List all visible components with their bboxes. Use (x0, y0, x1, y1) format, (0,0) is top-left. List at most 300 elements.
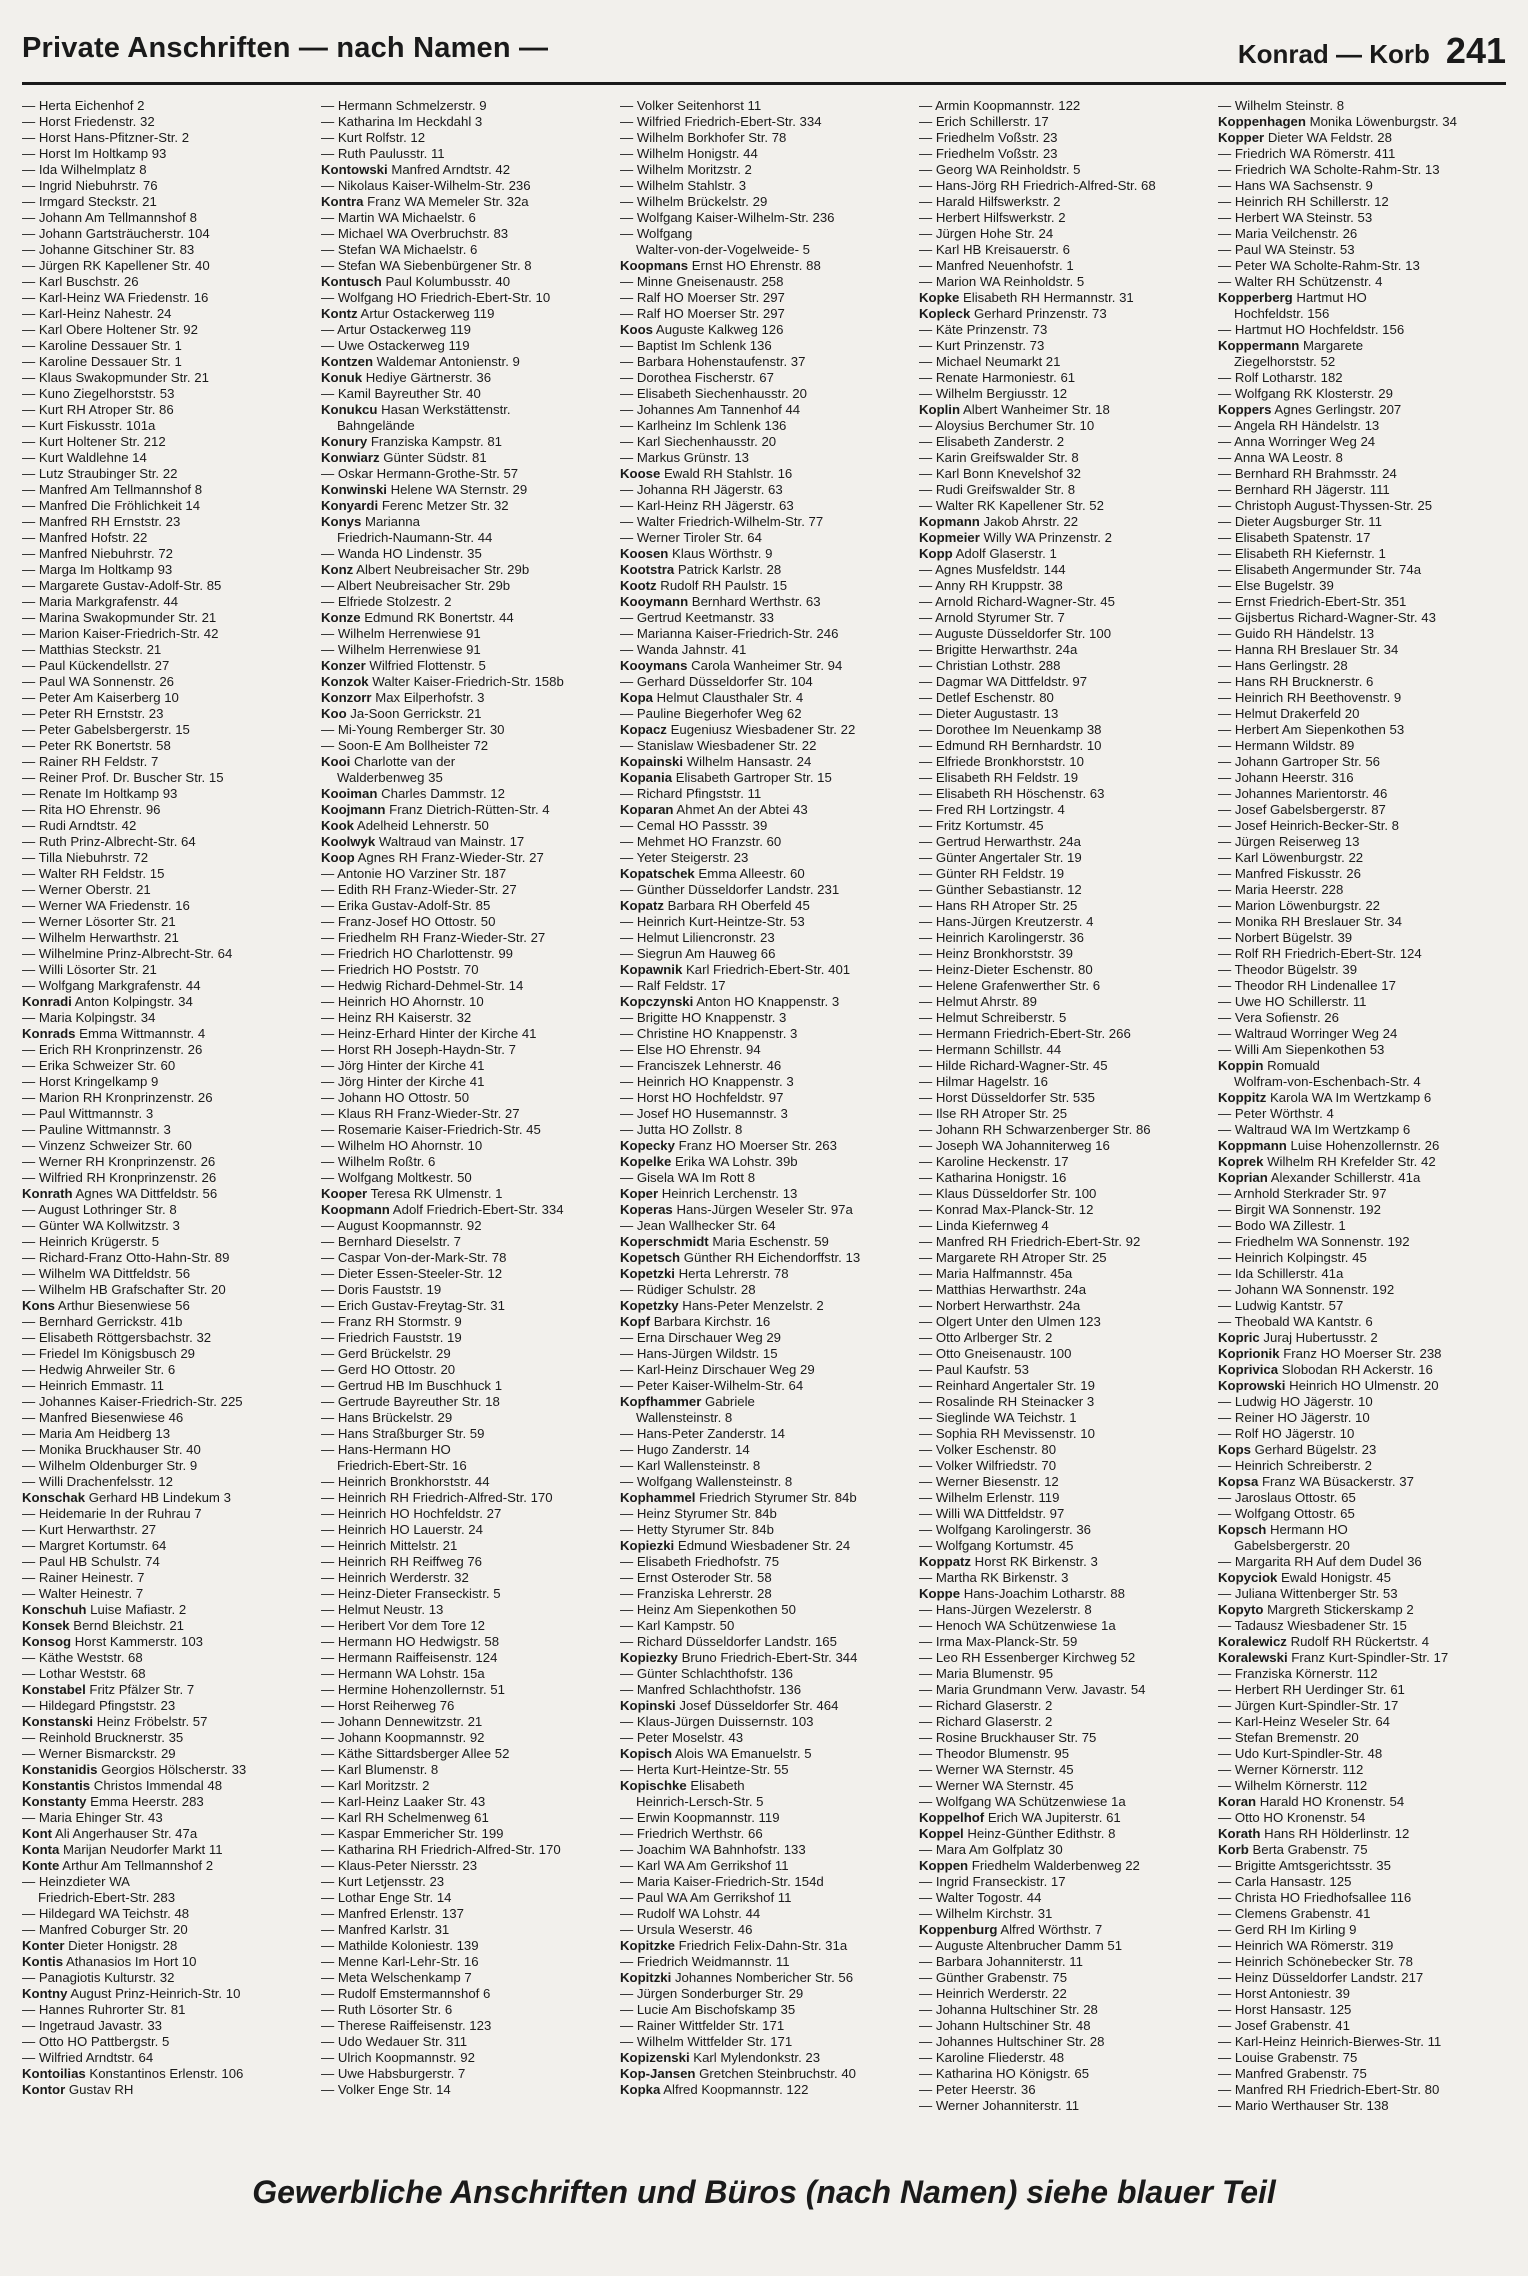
directory-entry: — Kurt Herwarthstr. 27 (22, 1522, 157, 1537)
directory-entry: — Heidemarie In der Ruhrau 7 (22, 1506, 202, 1521)
directory-entry: — Renate Im Holtkamp 93 (22, 786, 178, 801)
directory-entry: — Gerd RH Im Kirling 9 (1218, 1922, 1357, 1937)
directory-entry: — Kurt Prinzenstr. 73 (919, 338, 1045, 353)
directory-entry: — Waltraud Worringer Weg 24 (1218, 1026, 1398, 1041)
directory-entry: — Manfred Fiskusstr. 26 (1218, 866, 1361, 881)
directory-entry: — Christian Lothstr. 288 (919, 658, 1061, 673)
directory-entry: — Käthe Sittardsberger Allee 52 (321, 1746, 510, 1761)
directory-entry: — Reiner HO Jägerstr. 10 (1218, 1410, 1370, 1425)
directory-entry: — Dagmar WA Dittfeldstr. 97 (919, 674, 1088, 689)
directory-entry: — Uwe Ostackerweg 119 (321, 338, 470, 353)
directory-entry: — Werner WA Sternstr. 45 (919, 1762, 1074, 1777)
directory-entry: Kontowski Manfred Arndtstr. 42 (321, 162, 511, 177)
directory-entry: — Ingrid Franseckistr. 17 (919, 1874, 1066, 1889)
directory-entry: — Maria Ehinger Str. 43 (22, 1810, 163, 1825)
directory-entry: Ziegelhorststr. 52 (1234, 354, 1336, 369)
directory-entry: — Friedrich Fauststr. 19 (321, 1330, 462, 1345)
directory-entry: — Marion RH Kronprinzenstr. 26 (22, 1090, 213, 1105)
directory-entry: Kopetzky Hans-Peter Menzelstr. 2 (620, 1298, 824, 1313)
directory-entry: — Ralf HO Moerser Str. 297 (620, 306, 785, 321)
directory-entry: — Günter WA Kollwitzstr. 3 (22, 1218, 180, 1233)
directory-entry: — Maria Markgrafenstr. 44 (22, 594, 179, 609)
directory-entry: — Wilhelm Körnerstr. 112 (1218, 1778, 1368, 1793)
directory-entry: — Antonie HO Varziner Str. 187 (321, 866, 507, 881)
directory-entry: — Werner WA Friedenstr. 16 (22, 898, 190, 913)
directory-entry: Konze Edmund RK Bonertstr. 44 (321, 610, 514, 625)
directory-entry: — Meta Welschenkamp 7 (321, 1970, 472, 1985)
directory-entry: Kontny August Prinz-Heinrich-Str. 10 (22, 1986, 241, 2001)
column-3 (620, 98, 910, 2153)
directory-entry: — Heinz-Erhard Hinter der Kirche 41 (321, 1026, 537, 1041)
directory-entry: Korb Berta Grabenstr. 75 (1218, 1842, 1368, 1857)
directory-entry: — Christa HO Friedhofsallee 116 (1218, 1890, 1412, 1905)
directory-entry: — Heinrich HO Lauerstr. 24 (321, 1522, 483, 1537)
directory-entry: — Wilfried Arndtstr. 64 (22, 2050, 154, 2065)
directory-entry: — Martha RK Birkenstr. 3 (919, 1570, 1069, 1585)
directory-entry: — Manfred Die Fröhlichkeit 14 (22, 498, 201, 513)
directory-entry: — Reinhard Angertaler Str. 19 (919, 1378, 1095, 1393)
directory-entry: — Maria Blumenstr. 95 (919, 1666, 1054, 1681)
directory-entry: — Tadausz Wiesbadener Str. 15 (1218, 1618, 1407, 1633)
directory-entry: — Maria Veilchenstr. 26 (1218, 226, 1358, 241)
directory-entry: — Ida Schillerstr. 41a (1218, 1266, 1344, 1281)
directory-entry: — Bernhard Dieselstr. 7 (321, 1234, 461, 1249)
directory-entry: Konury Franziska Kampstr. 81 (321, 434, 503, 449)
directory-entry: — Franziska Körnerstr. 112 (1218, 1666, 1378, 1681)
directory-entry: Koppitz Karola WA Im Wertzkamp 6 (1218, 1090, 1432, 1105)
directory-entry: — Otto Arlberger Str. 2 (919, 1330, 1053, 1345)
directory-entry: — Manfred Neuenhofstr. 1 (919, 258, 1074, 273)
directory-entry: — Rosemarie Kaiser-Friedrich-Str. 45 (321, 1122, 541, 1137)
directory-entry: — Wolfgang WA Schützenwiese 1a (919, 1794, 1126, 1809)
directory-entry: — Marion Löwenburgstr. 22 (1218, 898, 1380, 913)
directory-entry: — Marion WA Reinholdstr. 5 (919, 274, 1085, 289)
directory-entry: — Karl Kampstr. 50 (620, 1618, 735, 1633)
directory-entry: — Wolfgang (620, 226, 693, 241)
directory-entry: Konstabel Fritz Pfälzer Str. 7 (22, 1682, 195, 1697)
directory-entry: — Barbara Johanniterstr. 11 (919, 1954, 1083, 1969)
directory-entry: Kontra Franz WA Memeler Str. 32a (321, 194, 529, 209)
directory-entry: — Otto Gneisenaustr. 100 (919, 1346, 1072, 1361)
directory-entry: Koppel Heinz-Günther Edithstr. 8 (919, 1826, 1116, 1841)
directory-entry: — Uwe Habsburgerstr. 7 (321, 2066, 466, 2081)
directory-entry: — Franz-Josef HO Ottostr. 50 (321, 914, 496, 929)
directory-entry: — Wolfgang Karolingerstr. 36 (919, 1522, 1092, 1537)
directory-entry: Konta Marijan Neudorfer Markt 11 (22, 1842, 223, 1857)
directory-entry: Kontz Artur Ostackerweg 119 (321, 306, 495, 321)
directory-entry: — Theodor RH Lindenallee 17 (1218, 978, 1396, 993)
directory-entry: — Yeter Steigerstr. 23 (620, 850, 749, 865)
directory-entry: — Ruth Prinz-Albrecht-Str. 64 (22, 834, 196, 849)
directory-entry: — Johanne Gitschiner Str. 83 (22, 242, 195, 257)
directory-entry: — Agnes Musfeldstr. 144 (919, 562, 1066, 577)
directory-entry: — Vinzenz Schweizer Str. 60 (22, 1138, 192, 1153)
directory-entry: — Elisabeth Röttgersbachstr. 32 (22, 1330, 212, 1345)
directory-entry: — Lothar Weststr. 68 (22, 1666, 146, 1681)
directory-entry: — Wilhelm HB Grafschafter Str. 20 (22, 1282, 226, 1297)
directory-entry: — Wilhelm Oldenburger Str. 9 (22, 1458, 198, 1473)
directory-entry: Kopiezki Edmund Wiesbadener Str. 24 (620, 1538, 851, 1553)
directory-entry: — Wolfgang Kaiser-Wilhelm-Str. 236 (620, 210, 835, 225)
directory-entry: — Johannes Kaiser-Friedrich-Str. 225 (22, 1394, 243, 1409)
directory-entry: Kopelke Erika WA Lohstr. 39b (620, 1154, 798, 1169)
directory-entry: Kopitzki Johannes Nombericher Str. 56 (620, 1970, 854, 1985)
directory-entry: Kop-Jansen Gretchen Steinbruchstr. 40 (620, 2066, 857, 2081)
directory-entry: — Richard-Franz Otto-Hahn-Str. 89 (22, 1250, 230, 1265)
directory-entry: — Friedrich HO Charlottenstr. 99 (321, 946, 514, 961)
directory-entry: — Herbert RH Uerdinger Str. 61 (1218, 1682, 1405, 1697)
directory-entry: Kopisch Alois WA Emanuelstr. 5 (620, 1746, 812, 1761)
directory-entry: Koppin Romuald (1218, 1058, 1320, 1073)
directory-entry: Kooymann Bernhard Werthstr. 63 (620, 594, 821, 609)
directory-entry: — Hans-Jürgen Wildstr. 15 (620, 1346, 778, 1361)
directory-entry: — Horst Friedenstr. 32 (22, 114, 155, 129)
directory-entry: — Kurt Waldlehne 14 (22, 450, 147, 465)
directory-entry: — Rolf HO Jägerstr. 10 (1218, 1426, 1355, 1441)
directory-entry: — Gijsbertus Richard-Wagner-Str. 43 (1218, 610, 1436, 625)
directory-entry: — Erika Gustav-Adolf-Str. 85 (321, 898, 491, 913)
directory-entry: — Johann WA Sonnenstr. 192 (1218, 1282, 1395, 1297)
directory-entry: — Wilhelm Kirchstr. 31 (919, 1906, 1053, 1921)
directory-entry: Koop Agnes RH Franz-Wieder-Str. 27 (321, 850, 544, 865)
directory-entry: — Karl RH Schelmenweg 61 (321, 1810, 489, 1825)
directory-entry: — Wilhelm HO Ahornstr. 10 (321, 1138, 483, 1153)
directory-entry: — Wilhelm Moritzstr. 2 (620, 162, 752, 177)
directory-entry: — Rosalinde RH Steinacker 3 (919, 1394, 1095, 1409)
directory-entry: — Manfred Niebuhrstr. 72 (22, 546, 173, 561)
directory-entry: — Herta Kurt-Heintze-Str. 55 (620, 1762, 789, 1777)
directory-entry: — Kurt Fiskusstr. 101a (22, 418, 156, 433)
directory-entry: Koppers Agnes Gerlingstr. 207 (1218, 402, 1402, 417)
directory-entry: — Johanna RH Jägerstr. 63 (620, 482, 783, 497)
directory-entry: Kopecky Franz HO Moerser Str. 263 (620, 1138, 837, 1153)
directory-entry: Kopric Juraj Hubertusstr. 2 (1218, 1330, 1378, 1345)
directory-entry: — Theobald WA Kantstr. 6 (1218, 1314, 1373, 1329)
directory-entry: — Hanna RH Breslauer Str. 34 (1218, 642, 1399, 657)
directory-entry: — Heinrich Kolpingstr. 45 (1218, 1250, 1367, 1265)
directory-entry: — Hans-Jürgen Kreutzerstr. 4 (919, 914, 1094, 929)
directory-entry: — Angela RH Händelstr. 13 (1218, 418, 1380, 433)
directory-entry: — Kurt Rolfstr. 12 (321, 130, 426, 145)
directory-entry: — Heinrich HO Hochfeldstr. 27 (321, 1506, 502, 1521)
directory-entry: — Richard Glaserstr. 2 (919, 1698, 1053, 1713)
directory-entry: Kopf Barbara Kirchstr. 16 (620, 1314, 771, 1329)
directory-entry: — Katharina Honigstr. 16 (919, 1170, 1067, 1185)
directory-entry: — Hans WA Sachsenstr. 9 (1218, 178, 1373, 193)
directory-entry: Kopper Dieter WA Feldstr. 28 (1218, 130, 1392, 145)
directory-entry: — Udo Wedauer Str. 311 (321, 2034, 468, 2049)
directory-entry: Konukcu Hasan Werkstättenstr. (321, 402, 511, 417)
directory-entry: — Horst HO Hochfeldstr. 97 (620, 1090, 784, 1105)
directory-entry: — Wanda Jahnstr. 41 (620, 642, 747, 657)
directory-entry: Heinrich-Lersch-Str. 5 (636, 1794, 764, 1809)
directory-entry: — Peter Moselstr. 43 (620, 1730, 744, 1745)
directory-entry: — Johann Koopmannstr. 92 (321, 1730, 485, 1745)
directory-entry: Koprek Wilhelm RH Krefelder Str. 42 (1218, 1154, 1436, 1169)
directory-entry: — Barbara Hohenstaufenstr. 37 (620, 354, 806, 369)
directory-entry: — Margret Kortumstr. 64 (22, 1538, 167, 1553)
directory-entry: — Sophia RH Mevissenstr. 10 (919, 1426, 1095, 1441)
directory-entry: Konyardi Ferenc Metzer Str. 32 (321, 498, 509, 513)
directory-entry: — Henoch WA Schützenwiese 1a (919, 1618, 1116, 1633)
directory-entry: Kopperberg Hartmut HO (1218, 290, 1367, 305)
directory-entry: Kons Arthur Biesenwiese 56 (22, 1298, 190, 1313)
directory-entry: — Elisabeth Spatenstr. 17 (1218, 530, 1371, 545)
directory-entry: — Stefan WA Siebenbürgener Str. 8 (321, 258, 532, 273)
directory-entry: — Horst Antoniestr. 39 (1218, 1986, 1350, 2001)
directory-entry: — Johann Gartroper Str. 56 (1218, 754, 1380, 769)
directory-entry: Koprionik Franz HO Moerser Str. 238 (1218, 1346, 1442, 1361)
directory-entry: — Ursula Weserstr. 46 (620, 1922, 753, 1937)
directory-entry: — Horst Hans-Pfitzner-Str. 2 (22, 130, 190, 145)
directory-entry: — Manfred Schlachthofstr. 136 (620, 1682, 802, 1697)
directory-entry: Kontis Athanasios Im Hort 10 (22, 1954, 197, 1969)
directory-entry: — Manfred Erlenstr. 137 (321, 1906, 464, 1921)
directory-entry: Kopatz Barbara RH Oberfeld 45 (620, 898, 810, 913)
directory-entry: — Lothar Enge Str. 14 (321, 1890, 452, 1905)
directory-entry: Kooi Charlotte van der (321, 754, 456, 769)
directory-entry: — Pauline Wittmannstr. 3 (22, 1122, 171, 1137)
directory-entry: Koojmann Franz Dietrich-Rütten-Str. 4 (321, 802, 550, 817)
directory-entry: — Hedwig Ahrweiler Str. 6 (22, 1362, 176, 1377)
directory-entry: — Friedrich HO Poststr. 70 (321, 962, 479, 977)
directory-entry: — Elisabeth Siechenhausstr. 20 (620, 386, 807, 401)
directory-entry: — Brigitte Amtsgerichtsstr. 35 (1218, 1858, 1391, 1873)
directory-entry: — Hugo Zanderstr. 14 (620, 1442, 750, 1457)
directory-entry: — Rudolf Emstermannshof 6 (321, 1986, 491, 2001)
directory-entry: — Heinzdieter WA (22, 1874, 130, 1889)
directory-entry: — Heinrich WA Römerstr. 319 (1218, 1938, 1394, 1953)
directory-entry: — Ludwig Kantstr. 57 (1218, 1298, 1344, 1313)
directory-entry: — Pauline Biegerhofer Weg 62 (620, 706, 802, 721)
directory-entry: — Olgert Unter den Ulmen 123 (919, 1314, 1101, 1329)
directory-entry: — Karl Moritzstr. 2 (321, 1778, 430, 1793)
directory-entry: — Wolfgang Wallensteinstr. 8 (620, 1474, 793, 1489)
directory-entry: — Therese Raiffeisenstr. 123 (321, 2018, 492, 2033)
directory-entry: — Johann Gartsträucherstr. 104 (22, 226, 210, 241)
directory-entry: — Günter RH Feldstr. 19 (919, 866, 1065, 881)
directory-entry: — Marga Im Holtkamp 93 (22, 562, 173, 577)
directory-entry: — Waltraud WA Im Wertzkamp 6 (1218, 1122, 1411, 1137)
directory-entry: — Klaus-Jürgen Duissernstr. 103 (620, 1714, 814, 1729)
directory-entry: — Jaroslaus Ottostr. 65 (1218, 1490, 1356, 1505)
directory-entry: — Friedel Im Königsbusch 29 (22, 1346, 195, 1361)
directory-entry: — Renate Harmoniestr. 61 (919, 370, 1076, 385)
directory-entry: — Friedhelm Voßstr. 23 (919, 130, 1058, 145)
directory-entry: Konrads Emma Wittmannstr. 4 (22, 1026, 206, 1041)
directory-entry: — Friedrich Weidmannstr. 11 (620, 1954, 790, 1969)
directory-entry: Kopmeier Willy WA Prinzenstr. 2 (919, 530, 1112, 545)
directory-entry: — Anna Worringer Weg 24 (1218, 434, 1376, 449)
directory-entry: — Hans RH Atroper Str. 25 (919, 898, 1078, 913)
directory-entry: — Uwe HO Schillerstr. 11 (1218, 994, 1367, 1009)
directory-entry: — Menne Karl-Lehr-Str. 16 (321, 1954, 479, 1969)
directory-entry: Kopmann Jakob Ahrstr. 22 (919, 514, 1079, 529)
directory-entry: — Jürgen Kurt-Spindler-Str. 17 (1218, 1698, 1399, 1713)
directory-entry: Koppmann Luise Hohenzollernstr. 26 (1218, 1138, 1440, 1153)
directory-entry: — Wilhelm Brückelstr. 29 (620, 194, 768, 209)
directory-entry: — Erwin Koopmannstr. 119 (620, 1810, 780, 1825)
directory-entry: — Werner Oberstr. 21 (22, 882, 151, 897)
directory-entry: — Dieter Augustastr. 13 (919, 706, 1059, 721)
directory-entry: Kopawnik Karl Friedrich-Ebert-Str. 401 (620, 962, 851, 977)
directory-entry: — Dorothea Fischerstr. 67 (620, 370, 774, 385)
directory-entry: — Herta Eichenhof 2 (22, 98, 145, 113)
directory-entry: Konstanty Emma Heerstr. 283 (22, 1794, 204, 1809)
directory-entry: — Käte Prinzenstr. 73 (919, 322, 1048, 337)
directory-entry: Koppen Friedhelm Walderbenweg 22 (919, 1858, 1140, 1873)
directory-entry: — Artur Ostackerweg 119 (321, 322, 472, 337)
directory-entry: — Hilmar Hagelstr. 16 (919, 1074, 1048, 1089)
directory-entry: — Werner Tiroler Str. 64 (620, 530, 762, 545)
directory-entry: Konsog Horst Kammerstr. 103 (22, 1634, 204, 1649)
directory-entry: Kopatschek Emma Alleestr. 60 (620, 866, 805, 881)
directory-entry: — Karl Blumenstr. 8 (321, 1762, 439, 1777)
directory-entry: — Wilhelm Borkhofer Str. 78 (620, 130, 787, 145)
directory-entry: — Peter WA Scholte-Rahm-Str. 13 (1218, 258, 1420, 273)
directory-entry: — Wilhelm Stahlstr. 3 (620, 178, 747, 193)
directory-entry: — Vera Sofienstr. 26 (1218, 1010, 1339, 1025)
directory-entry: — Elisabeth Angermunder Str. 74a (1218, 562, 1422, 577)
directory-entry: — Karoline Fliederstr. 48 (919, 2050, 1065, 2065)
directory-entry: — Peter Am Kaiserberg 10 (22, 690, 179, 705)
directory-entry: — Stefan WA Michaelstr. 6 (321, 242, 478, 257)
name-range-label: Konrad — Korb (1237, 39, 1430, 69)
directory-entry: — Herbert WA Steinstr. 53 (1218, 210, 1373, 225)
directory-entry: — Heinrich Schreiberstr. 2 (1218, 1458, 1372, 1473)
directory-entry: — Manfred RH Friedrich-Ebert-Str. 92 (919, 1234, 1141, 1249)
directory-entry: — Juliana Wittenberger Str. 53 (1218, 1586, 1398, 1601)
directory-entry: — Otto HO Kronenstr. 54 (1218, 1810, 1366, 1825)
directory-entry: — Bernhard Gerrickstr. 41b (22, 1314, 183, 1329)
directory-entry: — Heinrich Karolingerstr. 36 (919, 930, 1084, 945)
directory-entry: Wallensteinstr. 8 (636, 1410, 733, 1425)
directory-entry: — Jörg Hinter der Kirche 41 (321, 1058, 485, 1073)
directory-entry: — Heinrich Krügerstr. 5 (22, 1234, 160, 1249)
directory-entry: — Werner Bismarckstr. 29 (22, 1746, 176, 1761)
column-4 (919, 98, 1209, 2153)
directory-entry: — Jürgen RK Kapellener Str. 40 (22, 258, 210, 273)
directory-entry: — Helmut Neustr. 13 (321, 1602, 444, 1617)
directory-entry: — Michael WA Overbruchstr. 83 (321, 226, 509, 241)
directory-entry: — Werner RH Kronprinzenstr. 26 (22, 1154, 216, 1169)
directory-entry: — Heinrich HO Knappenstr. 3 (620, 1074, 794, 1089)
directory-entry: Konwinski Helene WA Sternstr. 29 (321, 482, 528, 497)
directory-entry: — Anna WA Leostr. 8 (1218, 450, 1343, 465)
directory-entry: — Elisabeth RH Kiefernstr. 1 (1218, 546, 1386, 561)
directory-entry: Wolfram-von-Eschenbach-Str. 4 (1234, 1074, 1421, 1089)
directory-entry: — Armin Koopmannstr. 122 (919, 98, 1081, 113)
directory-entry: — Johannes Marientorstr. 46 (1218, 786, 1388, 801)
directory-entry: — Josef Gabelsbergerstr. 87 (1218, 802, 1386, 817)
directory-entry: — Paul HB Schulstr. 74 (22, 1554, 160, 1569)
directory-entry: — Wolfgang RK Klosterstr. 29 (1218, 386, 1393, 401)
directory-entry: Konzorr Max Eilperhofstr. 3 (321, 690, 485, 705)
directory-entry: — Günther Düsseldorfer Landstr. 231 (620, 882, 840, 897)
directory-entry: — Rosine Bruckhauser Str. 75 (919, 1730, 1097, 1745)
directory-entry: Kook Adelheid Lehnerstr. 50 (321, 818, 489, 833)
page-header (22, 28, 1506, 76)
directory-entry: — Heinrich Bronkhorststr. 44 (321, 1474, 490, 1489)
directory-entry: — Jutta HO Zollstr. 8 (620, 1122, 743, 1137)
section-title: Private Anschriften — nach Namen — (22, 32, 549, 64)
directory-entry: Kopsa Franz WA Büsackerstr. 37 (1218, 1474, 1414, 1489)
directory-entry: Koppe Hans-Joachim Lotharstr. 88 (919, 1586, 1125, 1601)
directory-entry: — Johannes Hultschiner Str. 28 (919, 2034, 1105, 2049)
directory-entry: — Heinrich RH Beethovenstr. 9 (1218, 690, 1402, 705)
directory-entry: — Else Bugelstr. 39 (1218, 578, 1334, 593)
directory-entry: Konradi Anton Kolpingstr. 34 (22, 994, 193, 1009)
directory-entry: — Johann Dennewitzstr. 21 (321, 1714, 483, 1729)
directory-entry: — Panagiotis Kulturstr. 32 (22, 1970, 175, 1985)
directory-entry: — Erna Dirschauer Weg 29 (620, 1330, 782, 1345)
directory-entry: Kopinski Josef Düsseldorfer Str. 464 (620, 1698, 839, 1713)
directory-entry: — Auguste Altenbrucher Damm 51 (919, 1938, 1123, 1953)
directory-entry: — Margarete RH Atroper Str. 25 (919, 1250, 1107, 1265)
directory-entry: — Helene Grafenwerther Str. 6 (919, 978, 1101, 993)
directory-entry: Gabelsbergerstr. 20 (1234, 1538, 1350, 1553)
directory-entry: — Herbert Hilfswerkstr. 2 (919, 210, 1066, 225)
directory-entry: Kopyciok Ewald Honigstr. 45 (1218, 1570, 1391, 1585)
directory-entry: — Hans RH Brucknerstr. 6 (1218, 674, 1374, 689)
directory-entry: — Edith RH Franz-Wieder-Str. 27 (321, 882, 517, 897)
directory-entry: — Wilhelm Steinstr. 8 (1218, 98, 1345, 113)
directory-entry: — Brigitte HO Knappenstr. 3 (620, 1010, 787, 1025)
directory-entry: — Volker Seitenhorst 11 (620, 98, 762, 113)
directory-entry: — Erich Gustav-Freytag-Str. 31 (321, 1298, 505, 1313)
directory-entry: — Karl Wallensteinstr. 8 (620, 1458, 761, 1473)
directory-entry: — Hans-Hermann HO (321, 1442, 451, 1457)
directory-entry: — Peter RH Ernststr. 23 (22, 706, 164, 721)
directory-entry: — Maria Kaiser-Friedrich-Str. 154d (620, 1874, 824, 1889)
directory-entry: — Mi-Young Remberger Str. 30 (321, 722, 505, 737)
directory-entry: Kontzen Waldemar Antonienstr. 9 (321, 354, 520, 369)
directory-entry: — Rolf Lotharstr. 182 (1218, 370, 1343, 385)
directory-entry: — Joachim WA Bahnhofstr. 133 (620, 1842, 806, 1857)
directory-entry: — Georg WA Reinholdstr. 5 (919, 162, 1081, 177)
directory-entry: — Konrad Max-Planck-Str. 12 (919, 1202, 1094, 1217)
directory-entry: Kontoilias Konstantinos Erlenstr. 106 (22, 2066, 244, 2081)
directory-entry: — Friedhelm WA Sonnenstr. 192 (1218, 1234, 1410, 1249)
directory-entry: — Werner WA Sternstr. 45 (919, 1778, 1074, 1793)
directory-entry: — Willi WA Dittfeldstr. 97 (919, 1506, 1065, 1521)
directory-entry: — Heinz Düsseldorfer Landstr. 217 (1218, 1970, 1424, 1985)
directory-entry: — Werner Biesenstr. 12 (919, 1474, 1059, 1489)
directory-entry: — Elfriede Stolzestr. 2 (321, 594, 452, 609)
directory-entry: — Rainer Wittfelder Str. 171 (620, 2018, 785, 2033)
directory-entry: — Wolfgang Moltkestr. 50 (321, 1170, 472, 1185)
directory-entry: — Brigitte Herwarthstr. 24a (919, 642, 1078, 657)
directory-entry: — Hans-Jürgen Wezelerstr. 8 (919, 1602, 1092, 1617)
directory-entry: — Hans-Peter Zanderstr. 14 (620, 1426, 785, 1441)
directory-entry: — Horst Reiherweg 76 (321, 1698, 455, 1713)
directory-entry: — Elisabeth RH Höschenstr. 63 (919, 786, 1105, 801)
directory-entry: — Kurt Letjensstr. 23 (321, 1874, 445, 1889)
directory-entry: — Elfriede Bronkhorststr. 10 (919, 754, 1084, 769)
directory-entry: — Karl Bonn Knevelshof 32 (919, 466, 1082, 481)
directory-entry: Kootz Rudolf RH Paulstr. 15 (620, 578, 788, 593)
directory-entry: — Franciszek Lehnerstr. 46 (620, 1058, 782, 1073)
directory-entry: — Else HO Ehrenstr. 94 (620, 1042, 761, 1057)
directory-entry: — Katharina HO Königstr. 65 (919, 2066, 1090, 2081)
directory-entry: — Jürgen Reiserweg 13 (1218, 834, 1360, 849)
directory-entry: — Erich RH Kronprinzenstr. 26 (22, 1042, 203, 1057)
directory-entry: — Baptist Im Schlenk 136 (620, 338, 772, 353)
directory-entry: — Hermann Schmelzerstr. 9 (321, 98, 487, 113)
directory-entry: — Helmut Liliencronstr. 23 (620, 930, 775, 945)
directory-entry: Kont Ali Angerhauser Str. 47a (22, 1826, 198, 1841)
directory-entry: — Johanna Hultschiner Str. 28 (919, 2002, 1098, 2017)
